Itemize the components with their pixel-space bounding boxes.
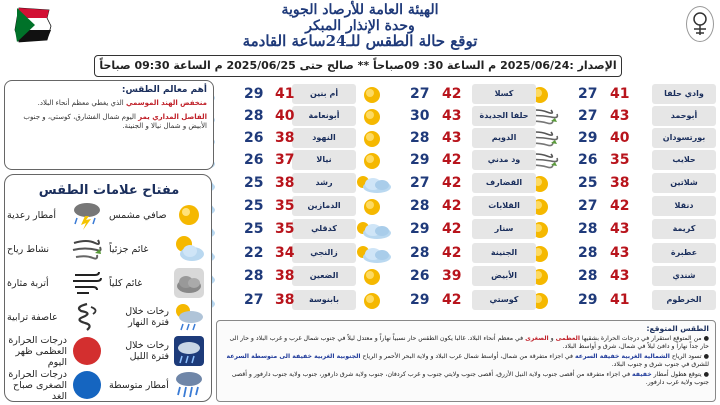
outlook-p3-text-a: يتوقع هطول أمطار bbox=[651, 371, 702, 378]
legend-item bbox=[7, 333, 107, 369]
city-name: حلايب bbox=[652, 150, 716, 170]
outlook-p2-text-c: للشرق في جنوب شرق و جنوب البلاد. bbox=[611, 361, 709, 368]
city-name: أبونعامة bbox=[292, 106, 356, 126]
legend-item bbox=[7, 299, 107, 335]
partly-cloudy-icon bbox=[173, 233, 205, 265]
min-temp: 27 bbox=[410, 175, 430, 191]
outlook-p1-max: العظمى bbox=[555, 335, 580, 342]
max-temp: 35 bbox=[610, 152, 630, 168]
legend-item bbox=[109, 231, 209, 267]
city-name: حلفا الجديدة bbox=[472, 106, 536, 126]
min-temp: 29 bbox=[244, 86, 264, 102]
weather-highlights-box bbox=[4, 80, 214, 170]
min-temp: 28 bbox=[410, 130, 430, 146]
header-authority: الهيئة العامة للأرصاد الجوية bbox=[281, 2, 439, 18]
city-name: الخرطوم bbox=[652, 290, 716, 310]
min-temp: 27 bbox=[578, 198, 598, 214]
max-temp: 34 bbox=[275, 245, 295, 261]
min-temp-icon bbox=[71, 369, 103, 401]
city-name: سنار bbox=[472, 219, 536, 239]
max-temp: 42 bbox=[442, 152, 462, 168]
expected-weather-title: الطقس المتوقع: bbox=[646, 324, 709, 333]
legend-label: درجات الحرارة العظمى ظهر اليوم bbox=[8, 334, 67, 368]
wind-icon bbox=[71, 233, 103, 265]
legend-label: أمطار متوسطة bbox=[109, 379, 169, 391]
night-showers-icon bbox=[173, 335, 205, 367]
issue-validity-bar: الإصدار :2025/06/24 م الساعة 30: 09صباحاً ** صالح حتى 2025/06/25 م الساعة 09:30 صباحاً bbox=[94, 55, 622, 77]
city-name: أم بنين bbox=[292, 84, 356, 104]
legend-item bbox=[7, 367, 107, 403]
min-temp: 28 bbox=[244, 108, 264, 124]
city-name: رشد bbox=[292, 173, 356, 193]
legend-item bbox=[7, 197, 107, 233]
legend-item bbox=[109, 333, 209, 369]
day-showers-icon bbox=[173, 301, 205, 333]
max-temp: 43 bbox=[610, 245, 630, 261]
max-temp-icon bbox=[71, 335, 103, 367]
legend-item bbox=[109, 367, 209, 403]
max-temp: 43 bbox=[442, 130, 462, 146]
dust-storm-icon bbox=[71, 301, 103, 333]
outlook-p1-text-b: و bbox=[548, 335, 556, 342]
max-temp: 42 bbox=[442, 86, 462, 102]
max-temp: 42 bbox=[610, 198, 630, 214]
min-temp: 30 bbox=[410, 108, 430, 124]
min-temp: 27 bbox=[410, 86, 430, 102]
min-temp: 28 bbox=[578, 245, 598, 261]
city-name: النهود bbox=[292, 128, 356, 148]
max-temp: 43 bbox=[610, 221, 630, 237]
legend-label: أتربة مثارة bbox=[7, 277, 49, 289]
city-name: كسلا bbox=[472, 84, 536, 104]
min-temp: 26 bbox=[244, 130, 264, 146]
max-temp: 42 bbox=[442, 245, 462, 261]
weather-legend bbox=[4, 174, 212, 402]
city-name: بورتسودان bbox=[652, 128, 716, 148]
max-temp: 38 bbox=[275, 175, 295, 191]
thunderstorm-icon bbox=[71, 199, 103, 231]
min-temp: 26 bbox=[410, 268, 430, 284]
max-temp: 43 bbox=[610, 108, 630, 124]
city-name: كدقلي bbox=[292, 219, 356, 239]
min-temp: 28 bbox=[244, 268, 264, 284]
min-temp: 25 bbox=[244, 221, 264, 237]
highlight-2-text: اليوم شمال الفشارق، كوستي، و جنوب الأبيض و شمال نيالا و الجنينة. bbox=[23, 112, 207, 130]
highlight-1-text: الذي يغطي معظم أنحاء البلاد. bbox=[37, 99, 126, 107]
min-temp: 25 bbox=[244, 198, 264, 214]
outlook-paragraph-1: ● من المتوقع استقرار في درجات الحرارة بشقيها العظمى و الصغرى في معظم أنحاء البلاد. غالبا يكون الطقس حار نسبياً نهاراً و معتدل ليلاً في جنوب شمال غرب و غرب البلاد و حار الى حار جداً نهاراً و دافئ ليلاً في شمال، شرق و أواسط البلاد. bbox=[229, 335, 709, 350]
max-temp: 37 bbox=[275, 152, 295, 168]
max-temp: 40 bbox=[610, 130, 630, 146]
max-temp: 35 bbox=[275, 221, 295, 237]
legend-label: نشاط رياح bbox=[7, 243, 50, 255]
outlook-p3-light: خفيفة bbox=[632, 371, 652, 378]
city-name: بابنوسة bbox=[292, 290, 356, 310]
legend-item bbox=[7, 265, 107, 301]
min-temp: 25 bbox=[578, 175, 598, 191]
min-temp: 27 bbox=[578, 86, 598, 102]
header-forecast-title: توقع حالة الطقس للـ24ساعة القادمة bbox=[242, 32, 478, 50]
min-temp: 26 bbox=[244, 152, 264, 168]
outlook-p1-min: الصغرى bbox=[525, 335, 549, 342]
legend-item bbox=[109, 265, 209, 301]
legend-label: أمطار رعدية bbox=[7, 209, 57, 221]
outlook-paragraph-3: ● يتوقع هطول أمطار خفيفة في اجزاء متفرقة من أقصى جنوب ولاية النيل الأزرق، أقصى جنوب ولايتي جنوب و غرب كردفان، جنوب ولاية شرق دارفور، جنوب ولاية جنوب دارفور و أقصى جنوب ولاية غرب دارفور. bbox=[231, 371, 709, 386]
max-temp: 41 bbox=[610, 292, 630, 308]
header-unit: وحدة الإنذار المبكر bbox=[305, 18, 415, 34]
max-temp: 38 bbox=[610, 175, 630, 191]
outlook-p2-text-a: تسود الرياح bbox=[669, 353, 702, 360]
city-name: نيالا bbox=[292, 150, 356, 170]
max-temp: 35 bbox=[275, 198, 295, 214]
city-name: أبوحمد bbox=[652, 106, 716, 126]
max-temp: 41 bbox=[275, 86, 295, 102]
city-name: الضعين bbox=[292, 266, 356, 286]
min-temp: 28 bbox=[410, 245, 430, 261]
legend-label: عاصفة ترابية bbox=[7, 311, 58, 323]
legend-label: رخات خلال فترة الليل bbox=[125, 340, 169, 362]
min-temp: 22 bbox=[244, 245, 264, 261]
max-temp: 38 bbox=[275, 292, 295, 308]
min-temp: 28 bbox=[578, 221, 598, 237]
legend-item bbox=[109, 197, 209, 233]
city-name: شلاتين bbox=[652, 173, 716, 193]
min-temp: 27 bbox=[244, 292, 264, 308]
max-temp: 43 bbox=[442, 108, 462, 124]
min-temp: 29 bbox=[410, 152, 430, 168]
city-name: عطبرة bbox=[652, 243, 716, 263]
legend-item bbox=[7, 231, 107, 267]
city-name: زالنجي bbox=[292, 243, 356, 263]
legend-title: مفتاح علامات الطقس bbox=[38, 183, 180, 198]
expected-weather-box bbox=[216, 320, 716, 402]
max-temp: 41 bbox=[610, 86, 630, 102]
max-temp: 38 bbox=[275, 130, 295, 146]
city-name: الجنينة bbox=[472, 243, 536, 263]
max-temp: 42 bbox=[442, 175, 462, 191]
min-temp: 29 bbox=[578, 292, 598, 308]
city-name: شندي bbox=[652, 266, 716, 286]
highlight-2-emphasis: الفاصل المداري يمر bbox=[138, 112, 207, 121]
city-name: القلابات bbox=[472, 196, 536, 216]
dust-icon bbox=[71, 267, 103, 299]
city-name: القضارف bbox=[472, 173, 536, 193]
city-name: ود مدني bbox=[472, 150, 536, 170]
min-temp: 26 bbox=[578, 152, 598, 168]
highlight-item-2 bbox=[11, 113, 207, 132]
cloudy-icon bbox=[173, 267, 205, 299]
city-name: كوستي bbox=[472, 290, 536, 310]
weather-highlights-title: أهم معالم الطقس: bbox=[121, 85, 207, 95]
max-temp: 42 bbox=[442, 292, 462, 308]
city-name: وادي حلفا bbox=[652, 84, 716, 104]
min-temp: 25 bbox=[244, 175, 264, 191]
legend-label: غائم كلياً bbox=[109, 277, 143, 289]
min-temp: 29 bbox=[578, 130, 598, 146]
legend-label: غائم جزئياً bbox=[109, 243, 149, 255]
min-temp: 28 bbox=[578, 268, 598, 284]
legend-label: درجات الحرارة الصغرى صباح الغد bbox=[8, 368, 67, 402]
outlook-p3-text-b: في اجزاء متفرقة من أقصى جنوب ولاية النيل الأزرق، أقصى جنوب ولايتي جنوب و غرب كردفان، جنوب ولاية شرق دارفور، جنوب ولاية جنوب دارفور و أقصى جنوب ولاية غرب دارفور. bbox=[231, 371, 709, 386]
legend-label: صافي مشمس bbox=[109, 209, 167, 221]
min-temp: 28 bbox=[410, 198, 430, 214]
legend-item bbox=[109, 299, 209, 335]
outlook-p2-wind-2: الجنوبية الغربية خفيفة الى متوسطة السرعة bbox=[226, 353, 361, 360]
min-temp: 27 bbox=[578, 108, 598, 124]
city-name: الأبيض bbox=[472, 266, 536, 286]
outlook-p2-wind-1: الشمالية الغربية خفيفة السرعة bbox=[574, 353, 670, 360]
max-temp: 38 bbox=[275, 268, 295, 284]
sun-icon bbox=[173, 199, 205, 231]
min-temp: 29 bbox=[410, 221, 430, 237]
city-name: دنقلا bbox=[652, 196, 716, 216]
outlook-p2-text-b: في اجزاء متفرقة من شمال، أواسط شمال غرب البلاد و ولاية البحر الأحمر و الرياح bbox=[360, 353, 575, 360]
highlight-item-1 bbox=[11, 99, 207, 109]
outlook-p1-text-c: في معظم أنحاء البلاد. غالبا يكون الطقس حار نسبياً نهاراً و معتدل ليلاً في جنوب شمال غرب و غرب البلاد و حار الى حار جداً نهاراً و دافئ ليلاً في شمال، شرق و أواسط البلاد. bbox=[229, 335, 709, 350]
max-temp: 43 bbox=[610, 268, 630, 284]
max-temp: 39 bbox=[442, 268, 462, 284]
city-name: الدمازين bbox=[292, 196, 356, 216]
max-temp: 40 bbox=[275, 108, 295, 124]
highlight-1-emphasis: منخفض الهند الموسمي bbox=[125, 99, 207, 107]
max-temp: 42 bbox=[442, 221, 462, 237]
city-name: الدويم bbox=[472, 128, 536, 148]
outlook-paragraph-2: ● تسود الرياح الشمالية الغربية خفيفة السرعة في اجزاء متفرقة من شمال، أواسط شمال غرب البلاد و ولاية البحر الأحمر و الرياح الجنوبية الغربية خفيفة الى متوسطة السرعة للشرق في جنوب شرق و جنوب البلاد. bbox=[226, 353, 709, 368]
city-name: كريمة bbox=[652, 219, 716, 239]
min-temp: 29 bbox=[410, 292, 430, 308]
moderate-rain-icon bbox=[173, 369, 205, 401]
max-temp: 42 bbox=[442, 198, 462, 214]
outlook-p1-text-a: من المتوقع استقرار في درجات الحرارة بشقيها bbox=[579, 335, 702, 342]
legend-label: رخات خلال فترة النهار bbox=[125, 306, 169, 328]
